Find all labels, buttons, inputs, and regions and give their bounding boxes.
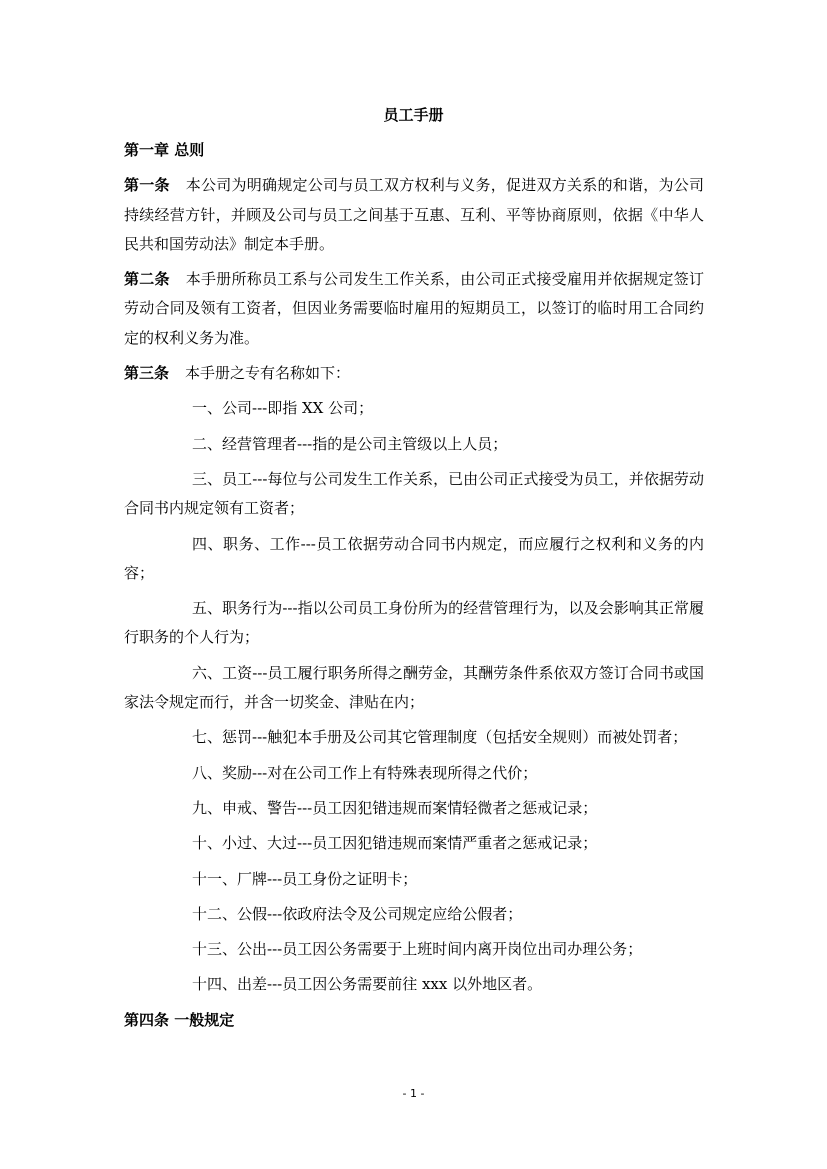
article-2: [124, 265, 704, 353]
document-body: [124, 136, 704, 1035]
article-3: [124, 359, 704, 388]
definition-item: 十一、厂牌---员工身份之证明卡；: [192, 869, 418, 888]
definition-item: 十四、出差---员工因公务需要前往 xxx 以外地区者。: [192, 975, 543, 994]
article-4-heading: 第四条 一般规定: [124, 1010, 235, 1029]
article-label: 第一条: [124, 176, 170, 195]
article-text: 本公司为明确规定公司与员工双方权利与义务，促进双方关系的和谐，为公司持续经营方针，并顾及公司与员工之间基于互惠、互利、平等协商原则，依据《中华人民共和国劳动法》制定本手册。: [124, 176, 704, 253]
definition-item: 六、工资---员工履行职务所得之酬劳金，其酬劳条件系依双方签订合同书或国家法令规定而行，并含一切奖金、津贴在内；: [124, 663, 704, 712]
definition-item: 八、奖励---对在公司工作上有特殊表现所得之代价；: [192, 763, 538, 782]
definition-item: 十、小过、大过---员工因犯错违规而案情严重者之惩戒记录；: [192, 834, 598, 853]
page-number: - 1 -: [402, 1087, 425, 1100]
article-label: 第三条: [124, 364, 170, 383]
definition-item: 十三、公出---员工因公务需要于上班时间内离开岗位出司办理公务；: [192, 940, 643, 959]
definition-item: 十二、公假---依政府法令及公司规定应给公假者；: [192, 904, 523, 923]
definition-item: 二、经营管理者---指的是公司主管级以上人员；: [192, 434, 508, 453]
article-label: 第二条: [124, 270, 170, 289]
definition-item: 九、申戒、警告---员工因犯错违规而案情轻微者之惩戒记录；: [192, 798, 598, 817]
definition-item: 一、公司---即指 XX 公司；: [192, 399, 374, 418]
definition-item: 五、职务行为---指以公司员工身份所为的经营管理行为，以及会影响其正常履行职务的个人行为；: [124, 599, 704, 647]
page-title: 员工手册: [383, 106, 444, 124]
article-text: 本手册所称员工系与公司发生工作关系，由公司正式接受雇用并依据规定签订劳动合同及领有工资者，但因业务需要临时雇用的短期员工，以签订的临时用工合同约定的权利义务为准。: [124, 270, 704, 347]
definition-item: 四、职务、工作---员工依据劳动合同书内规定，而应履行之权利和义务的内容；: [124, 534, 704, 582]
chapter-heading: 第一章 总则: [124, 141, 205, 159]
definition-item: 七、惩罚---触犯本手册及公司其它管理制度（包括安全规则）而被处罚者；: [192, 728, 688, 747]
definition-item: 三、员工---每位与公司发生工作关系，已由公司正式接受为员工，并依据劳动合同书内规定领有工资者；: [124, 469, 704, 518]
article-text: 本手册之专有名称如下：: [185, 364, 351, 383]
article-1: [124, 171, 704, 259]
